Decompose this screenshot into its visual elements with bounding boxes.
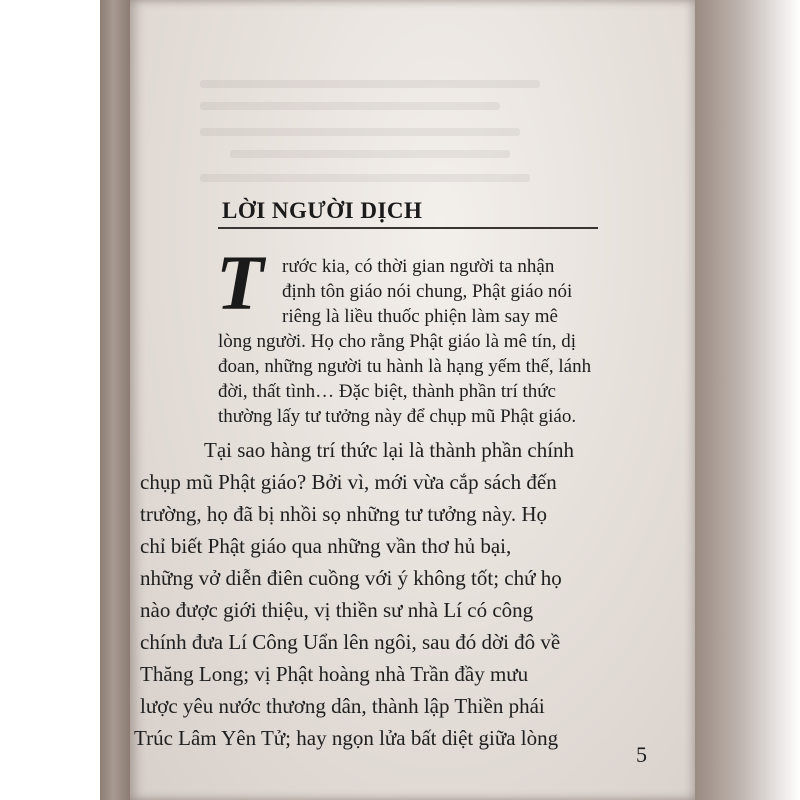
page-number: 5 bbox=[636, 742, 647, 767]
bleed-through-text bbox=[200, 80, 540, 88]
paragraph-line: những vở diễn điên cuồng với ý không tốt; chứ họ bbox=[140, 566, 562, 590]
paragraph-line: Thăng Long; vị Phật hoàng nhà Trần đầy mưu bbox=[140, 662, 529, 686]
bleed-through-text bbox=[200, 102, 500, 110]
paragraph-line: trường, họ đã bị nhồi sọ những tư tưởng này. Họ bbox=[140, 502, 548, 526]
bleed-through-text bbox=[200, 128, 520, 136]
paragraph-line: đoan, những người tu hành là hạng yếm thế, lánh bbox=[218, 356, 592, 377]
paragraph-line: chính đưa Lí Công Uẩn lên ngôi, sau đó dời đô về bbox=[140, 630, 561, 654]
paragraph-line: rước kia, có thời gian người ta nhận bbox=[282, 256, 555, 277]
heading-underline bbox=[218, 227, 598, 229]
chapter-heading: LỜI NGƯỜI DỊCH bbox=[222, 198, 423, 223]
book-right-edge bbox=[695, 0, 800, 800]
paragraph-line: thường lấy tư tưởng này để chụp mũ Phật giáo. bbox=[218, 406, 577, 427]
paragraph-line: chụp mũ Phật giáo? Bởi vì, mới vừa cắp sách đến bbox=[140, 470, 557, 494]
paragraph-line: riêng là liều thuốc phiện làm say mê bbox=[282, 306, 558, 327]
paragraph-line: chỉ biết Phật giáo qua những vần thơ hủ bại, bbox=[140, 534, 512, 558]
paragraph-line: định tôn giáo nói chung, Phật giáo nói bbox=[282, 281, 573, 302]
paragraph-line: lòng người. Họ cho rằng Phật giáo là mê tín, dị bbox=[218, 331, 577, 352]
drop-cap-letter: T bbox=[216, 239, 264, 326]
paragraph-line: nào được giới thiệu, vị thiền sư nhà Lí có công bbox=[140, 598, 534, 622]
paragraph-line: Tại sao hàng trí thức lại là thành phần chính bbox=[204, 438, 575, 462]
book-spine-edge bbox=[100, 0, 130, 800]
paragraph-line: đời, thất tình… Đặc biệt, thành phần trí thức bbox=[218, 381, 556, 402]
paragraph-line: Trúc Lâm Yên Tử; hay ngọn lửa bất diệt giữa lòng bbox=[134, 726, 559, 750]
bleed-through-text bbox=[230, 150, 510, 158]
paragraph-line: lược yêu nước thương dân, thành lập Thiền phái bbox=[140, 694, 545, 718]
bleed-through-text bbox=[200, 174, 530, 182]
